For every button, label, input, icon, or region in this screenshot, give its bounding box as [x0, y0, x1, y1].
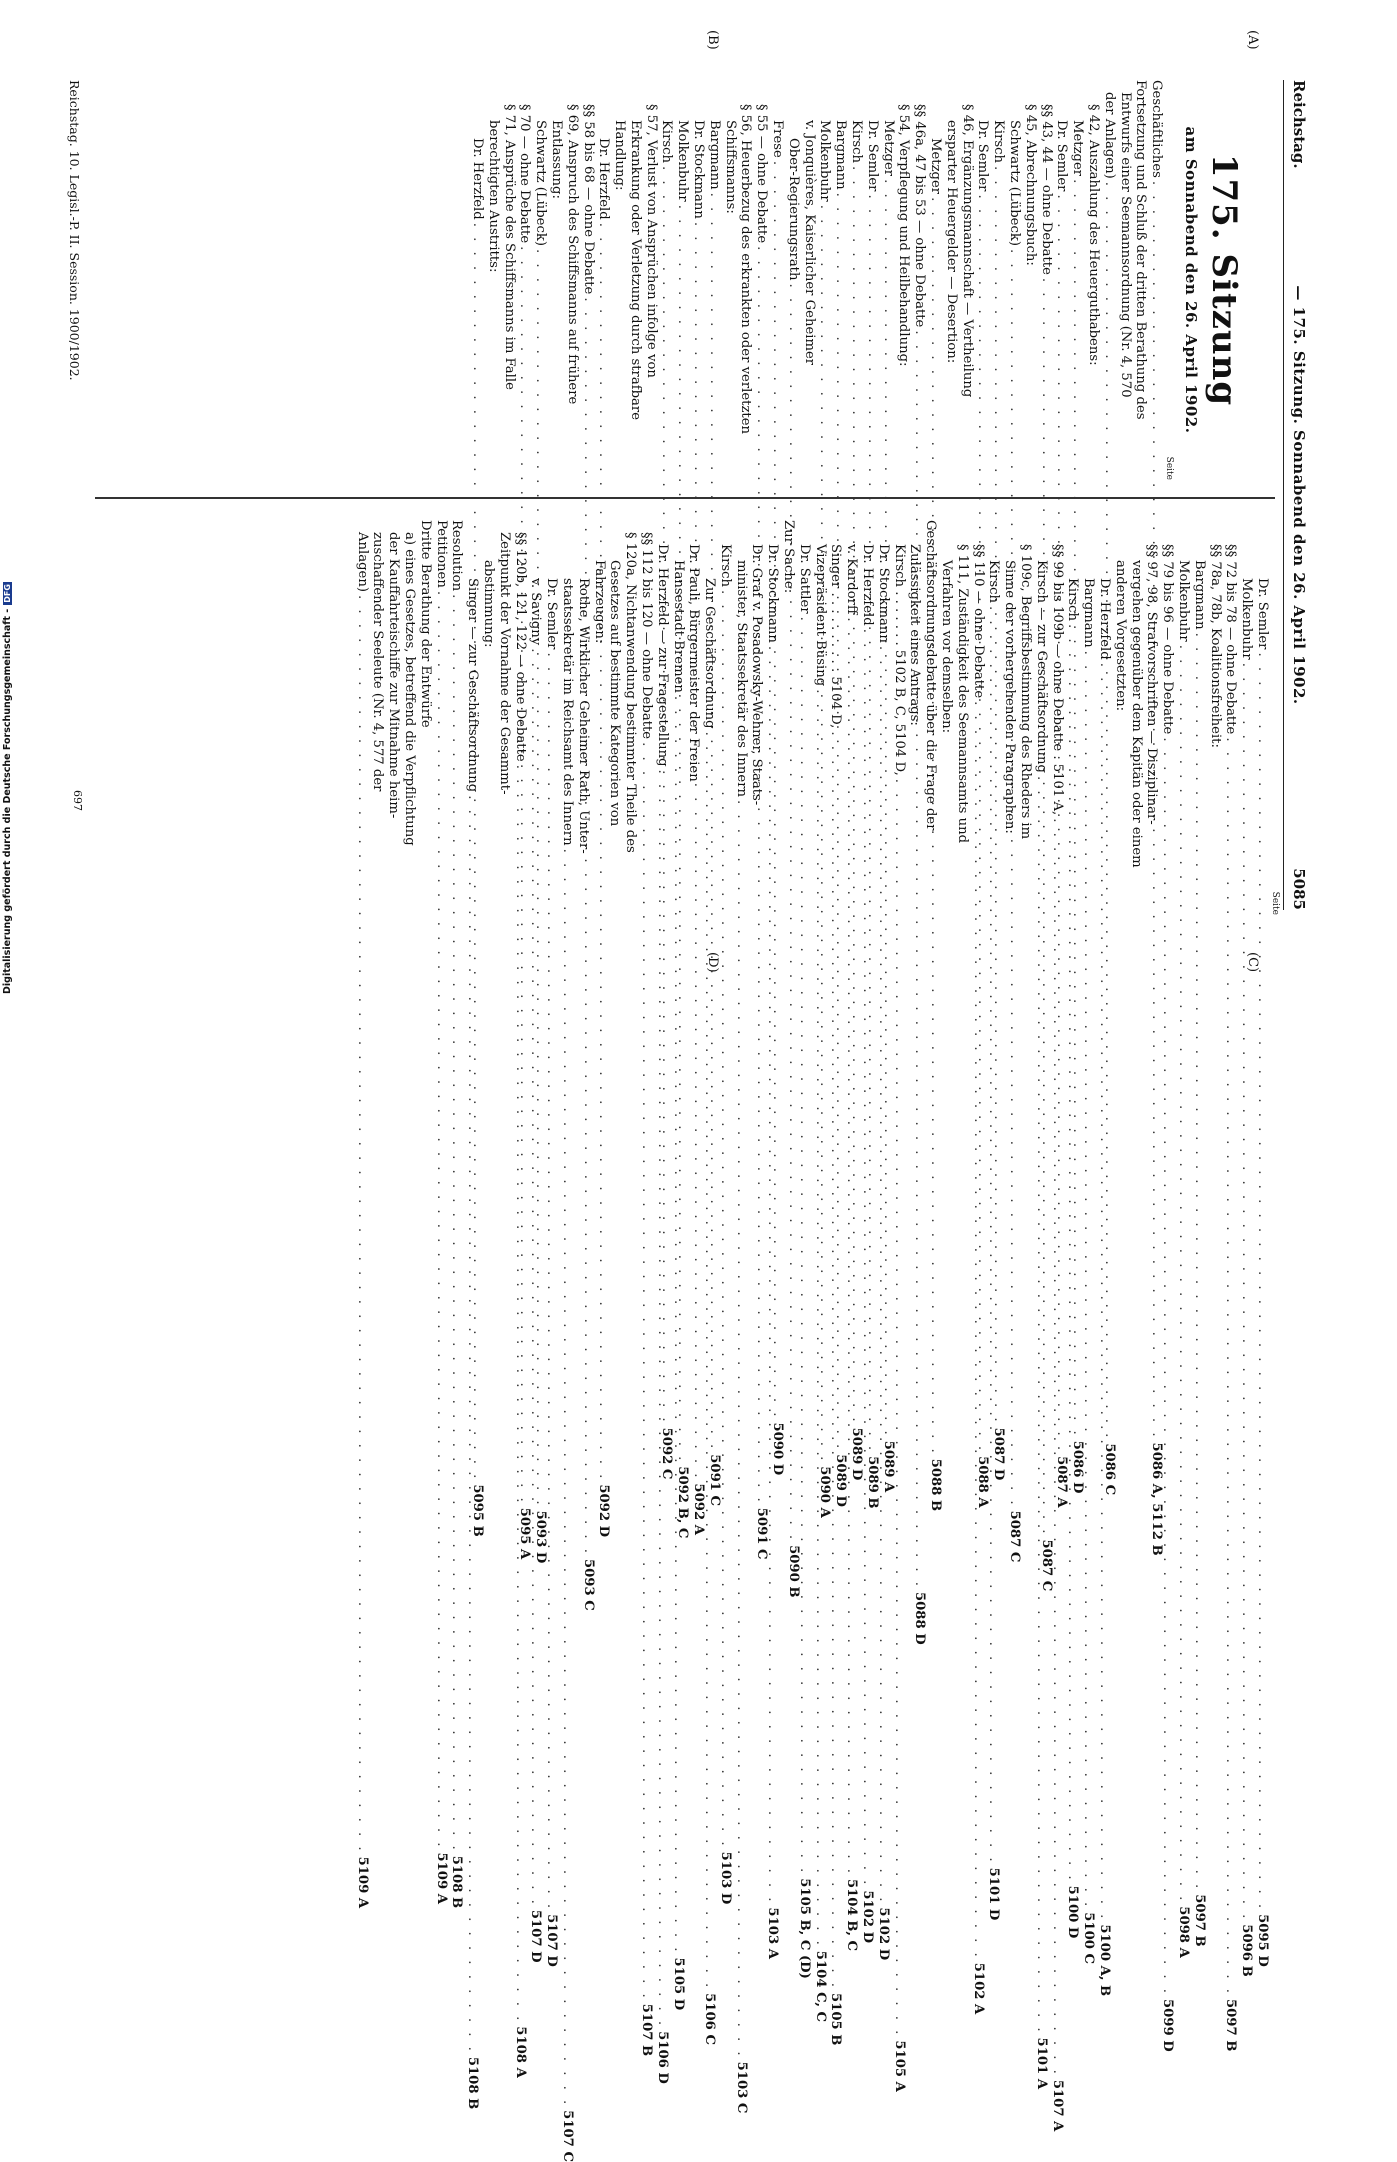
toc-entry	[627, 80, 643, 480]
leader-dots	[580, 297, 596, 1556]
toc-entry	[1144, 520, 1160, 915]
toc-entry-text: Resolution	[449, 520, 465, 592]
toc-entry	[717, 520, 733, 1905]
margin-marker-c: (C)	[1245, 952, 1260, 973]
toc-entry-page: 5096 B	[1239, 1924, 1255, 1977]
toc-entry	[738, 80, 754, 480]
toc-entry	[501, 80, 517, 480]
toc-entry	[1191, 520, 1207, 1947]
toc-entry	[548, 80, 564, 480]
leader-dots	[543, 652, 559, 1911]
toc-entry-page: 5108 B	[449, 1855, 465, 1909]
toc-entry-text: Entwurfs einer Seemannsordnung (Nr. 4, 570	[1117, 92, 1133, 398]
toc-entry	[1133, 80, 1149, 480]
leader-dots	[1033, 776, 1049, 2035]
toc-entry-text: berechtigten Austritts:	[485, 120, 501, 273]
toc-entry-text: §§ 110 — ohne Debatte	[970, 544, 986, 699]
toc-entry-text: Ober-Regierungsrath	[785, 138, 801, 281]
leader-dots	[512, 765, 528, 2024]
toc-entry-page: 5092 B, C	[675, 1466, 691, 1539]
leader-dots	[1096, 663, 1112, 1922]
toc-entry	[1001, 520, 1017, 915]
toc-entry-page: 5089 A	[880, 1440, 896, 1493]
toc-entry-text: Bargmann	[1191, 560, 1207, 630]
toc-entry-text: Dr. Semler	[975, 120, 991, 192]
leader-dots	[765, 646, 781, 1905]
toc-entry-page: 5098 A	[1176, 1906, 1192, 1958]
toc-entry-text: minister, Staatssekretär des Innern	[733, 560, 749, 798]
leader-dots	[1191, 633, 1207, 1892]
toc-entry-text: Dr. Herzfeld — zur Fragestellung	[654, 544, 670, 767]
toc-entry-text: Schiffsmanns:	[722, 120, 738, 214]
toc-entry-text: Sinne der vorhergehenden Paragraphen:	[1002, 560, 1018, 834]
leader-dots	[1159, 737, 1175, 1996]
toc-entry	[575, 520, 591, 915]
toc-entry	[643, 80, 659, 480]
toc-entry-text: Fahrzeugen:	[591, 560, 607, 644]
toc-entry-page: 5105 B	[828, 1992, 844, 2046]
toc-entry-text: § 71, Ansprüche des Schiffsmanns im Falle	[501, 104, 517, 390]
footer-page-number: 697	[71, 790, 84, 811]
toc-entry-text: Kirsch — zur Geschäftsordnung	[1033, 560, 1049, 773]
session-date: am Sonnabend den 26. April 1902.	[1182, 126, 1200, 434]
toc-entry	[496, 520, 512, 915]
margin-marker-b: (B)	[705, 30, 720, 50]
toc-entry-page: 5100 C	[1081, 1912, 1097, 1965]
leader-dots	[1238, 663, 1254, 1922]
toc-entry-text: anderen Vorgesetzten:	[1112, 560, 1128, 712]
toc-entry-page: 5092 C	[659, 1427, 675, 1480]
leader-dots	[528, 648, 544, 1907]
toc-entry	[1223, 520, 1239, 2052]
toc-entry	[896, 80, 912, 480]
toc-entry-text: ersparter Heuergelder — Desertion:	[943, 120, 959, 364]
toc-entry-text: Zur Sache:	[781, 520, 797, 594]
toc-entry-text: §§ 72 bis 78 — ohne Debatte	[1223, 544, 1239, 735]
leader-dots	[843, 617, 859, 1876]
toc-entry-text: Dr. Pauli, Bürgermeister der Freien	[686, 544, 702, 782]
toc-entry-text: Schwartz (Lübeck)	[533, 120, 549, 246]
toc-entry-page: 5089 D	[849, 1427, 865, 1481]
toc-entry-text: Kirsch	[659, 120, 675, 164]
toc-entry-text: §§ 99 bis 109b — ohne Debatte . 5101 A,	[1049, 544, 1065, 816]
toc-entry-text: Molkenbuhr	[817, 120, 833, 202]
toc-entry-page: 5104 C, C	[812, 1950, 828, 2023]
toc-entry-page: 5087 C	[1038, 1539, 1054, 1592]
toc-entry-text: Petitionen	[433, 520, 449, 588]
toc-entry	[1175, 520, 1192, 1958]
credit-text: Digitalisierung gefördert durch die Deutsche Forschungsgemeinschaft -	[2, 608, 13, 994]
toc-entry-text: Kirsch	[986, 560, 1002, 604]
toc-entry	[449, 520, 465, 1909]
toc-entry	[1159, 520, 1176, 2052]
toc-entry-text: Kirsch	[1065, 578, 1081, 622]
toc-entry-text: der Kauffahrteischiffe zur Mitnahme heim-	[386, 532, 402, 819]
toc-entry	[1207, 520, 1223, 915]
toc-entry-text: Singer — zur Geschäftsordnung	[465, 578, 481, 793]
toc-entry	[722, 80, 738, 480]
toc-entry-text: Dr. Semler	[1255, 578, 1270, 650]
toc-entry-page: 5090 B	[785, 1545, 801, 1598]
toc-entry-text: § 55 — ohne Debatte	[754, 104, 770, 244]
toc-entry-page: 5097 B	[1191, 1894, 1207, 1947]
toc-entry-page: 5102 A	[970, 1962, 986, 2015]
dfg-logo: DFG	[3, 584, 12, 603]
toc-entry-text: § 46, Ergänzungsmannschaft — Vertheilung	[959, 104, 975, 398]
leader-dots	[449, 594, 465, 1853]
toc-entry-text: Molkenbuhr	[1176, 560, 1192, 642]
leader-dots	[701, 732, 717, 1991]
toc-entry-text: Metzger	[880, 120, 896, 177]
header-left: Reichstag.	[1290, 80, 1308, 169]
toc-entry	[907, 520, 923, 915]
toc-entry-text: § 54, Verpflegung und Heilbehandlung:	[896, 104, 912, 367]
toc-entry-page: 5097 B	[1223, 1998, 1239, 2052]
toc-entry-text: § 56, Heuerbezug des erkrankten oder verletzten	[738, 104, 754, 435]
toc-entry-text: Metzger	[928, 138, 944, 195]
toc-entry	[1238, 520, 1255, 1977]
leader-dots	[1049, 818, 1065, 2077]
toc-entry	[891, 520, 907, 2092]
toc-entry-text: Kirsch	[717, 544, 733, 588]
toc-entry-page: 5105 B, C (D)	[796, 1878, 812, 1979]
toc-entry	[543, 520, 560, 1967]
leader-dots	[1254, 652, 1270, 1911]
toc-entry-text: §§ 78a, 78b, Koalitionsfreiheit:	[1207, 544, 1223, 748]
header-middle: — 175. Sitzung. Sonnabend den 26. April 1902.	[1290, 285, 1308, 705]
toc-entry-text: §§ 112 bis 120 — ohne Debatte	[638, 532, 654, 740]
toc-entry-text: a) eines Gesetzes, betreffend die Verpflichtung	[401, 532, 417, 846]
toc-entry-text: Vizepräsident Büsing	[812, 544, 828, 687]
toc-entry-page: 5107 D	[528, 1909, 544, 1963]
leader-dots	[464, 795, 480, 2054]
toc-entry	[564, 80, 580, 480]
leader-dots	[1080, 651, 1096, 1910]
toc-entry-page: 5095 D	[1255, 1914, 1270, 1967]
leader-dots	[828, 731, 844, 1990]
toc-entry	[1128, 520, 1144, 915]
toc-entry	[622, 520, 638, 915]
toc-entry-page: 5100 D	[1065, 1885, 1081, 1939]
leader-dots	[638, 742, 654, 2001]
toc-entry-page: 5092 D	[596, 1484, 612, 1538]
toc-entry-text: §§ 120b, 121, 122 — ohne Debatte	[512, 532, 528, 762]
toc-entry-page: 5087 C	[1007, 1510, 1023, 1563]
toc-entry-text: § 45, Abrechnungsbuch:	[1022, 104, 1038, 266]
toc-entry-page: 5101 D	[986, 1867, 1002, 1921]
leader-dots	[1223, 737, 1239, 1996]
toc-entry-page: 5090 A	[817, 1466, 833, 1518]
toc-entry-text: Molkenbuhr	[1239, 578, 1255, 660]
toc-entry-text: Bargmann	[1081, 578, 1097, 648]
toc-entry-text: § 109c, Begriffsbestimmung des Rheders im	[1018, 544, 1034, 840]
toc-entry-text: Bargmann	[833, 120, 849, 190]
toc-entry	[1117, 80, 1133, 480]
toc-entry-page: 5104 B, C	[844, 1878, 860, 1952]
toc-entry	[1112, 520, 1128, 915]
toc-entry-page: 5086 C	[1101, 1443, 1117, 1496]
toc-entry	[638, 520, 654, 2057]
toc-entry-text: Verfahren vor demselben:	[939, 560, 955, 734]
toc-entry-text: § 42, Auszahlung des Heuerguthabens:	[1086, 104, 1102, 366]
toc-entry-page: 5091 C	[754, 1507, 770, 1560]
toc-entry-page: 5087 D	[991, 1427, 1007, 1481]
toc-entry	[749, 520, 765, 915]
toc-entry-text: Entlassung:	[548, 120, 564, 199]
toc-entry	[954, 520, 970, 915]
digitization-credit	[2, 582, 13, 994]
toc-entry-page: 5108 B	[465, 2056, 481, 2110]
toc-entry	[433, 520, 449, 1904]
leader-dots	[670, 696, 686, 1955]
leader-dots	[559, 849, 575, 2108]
toc-entry-text: Geschäftliches	[1149, 80, 1165, 178]
toc-entry-page: 5108 A	[512, 2026, 528, 2078]
toc-entry-page: 5103 D	[717, 1851, 733, 1905]
toc-entry	[607, 520, 623, 915]
toc-entry	[417, 520, 433, 915]
toc-entry	[1085, 80, 1101, 480]
toc-entry-text: Hansestadt Bremen	[670, 560, 686, 693]
leader-dots	[796, 617, 812, 1876]
toc-entry	[480, 520, 496, 915]
toc-entry-page: 5089 D	[833, 1454, 849, 1507]
toc-entry-page: 5102 D	[860, 1890, 876, 1944]
toc-entry-text: Zulässigkeit eines Antrags:	[907, 544, 923, 726]
toc-entry-text: Geschäftsordnungsdebatte über die Frage der	[923, 520, 939, 831]
toc-entry-page: 5107 B	[638, 2003, 654, 2057]
leader-dots	[654, 770, 670, 2029]
toc-entry	[1080, 520, 1097, 1965]
toc-entry-text: v. Jonquières, Kaiserlicher Geheimer	[801, 120, 817, 366]
toc-entry-page: 5102 D	[875, 1907, 891, 1961]
toc-entry	[370, 520, 386, 915]
toc-entry-text: Anlagen)	[354, 532, 370, 592]
toc-entry-text: Dr. Stockmann	[875, 544, 891, 643]
leader-dots	[891, 779, 907, 2038]
toc-entry-page: 5091 C	[706, 1454, 722, 1507]
footer-session-info: Reichstag. 10. Legisl.-P. II. Session. 1900/1902.	[67, 80, 82, 381]
toc-entry-text: Fortsetzung und Schluß der dritten Berathung des	[1133, 80, 1149, 420]
toc-entry-text: Handlung:	[612, 120, 628, 191]
seite-label-right: Seite	[1270, 891, 1280, 915]
leader-dots	[1175, 645, 1191, 1904]
toc-entry-page: 5092 A	[691, 1483, 707, 1535]
toc-entry-text: der Anlagen)	[1101, 92, 1117, 179]
toc-entry-text: Dr. Herzfeld	[860, 544, 876, 626]
toc-entry-page: 5106 C	[702, 1993, 718, 2045]
margin-marker-d: (D)	[705, 952, 720, 973]
toc-entry-text: v. Savigny	[528, 578, 544, 646]
toc-entry-text: § 69, Anspruch des Schiffsmanns auf frühere	[564, 104, 580, 405]
toc-entry-text: Dr. Sattler	[796, 544, 812, 614]
toc-entry	[733, 520, 749, 2114]
toc-entry-text: Kirsch . . . . . . . 5102 B, C, 5104 D,	[891, 544, 907, 776]
toc-entry	[611, 80, 627, 480]
toc-entry-text: Erkrankung oder Verletzung durch strafbare	[627, 120, 643, 421]
toc-entry-text: Dr. Stockmann	[691, 120, 707, 219]
toc-entry-page: 5109 A	[354, 1856, 370, 1909]
leader-dots	[717, 590, 733, 1849]
leader-dots	[859, 629, 875, 1888]
toc-entry-page: 5103 A	[765, 1907, 781, 1959]
toc-entry-text: Schwartz (Lübeck)	[1007, 120, 1023, 246]
toc-entry	[801, 80, 817, 480]
toc-entry-page: 5107 C	[559, 2110, 575, 2162]
toc-entry-text: § 111, Zuständigkeit des Seemannsamts und	[954, 544, 970, 844]
toc-entry-page: 5088 B	[928, 1458, 944, 1512]
toc-entry-text: Dritte Berathung der Entwürfe	[417, 520, 433, 728]
toc-entry-page: 5095 B	[469, 1484, 485, 1537]
toc-entry-page: 5089 B	[864, 1456, 880, 1509]
toc-entry-text: Dr. Stockmann	[765, 544, 781, 643]
toc-entry	[938, 520, 954, 915]
margin-marker-a: (A)	[1245, 30, 1260, 50]
toc-entry-page: 5088 D	[912, 1591, 928, 1645]
toc-entry-text: zuschaffender Seeleute (Nr. 4, 577 der	[370, 532, 386, 792]
toc-entry-text: § 57, Verlust von Ansprüchen infolge von	[643, 104, 659, 378]
toc-entry-page: 5105 D	[670, 1957, 686, 2011]
toc-entry	[780, 520, 796, 915]
toc-entry-page: 5101 A	[1033, 2037, 1049, 2090]
leader-dots	[1065, 624, 1081, 1883]
toc-entry-page: 5090 D	[770, 1422, 786, 1476]
toc-entry	[591, 520, 607, 915]
toc-entry	[990, 80, 1007, 1481]
toc-entry-text: §§ 58 bis 68 — ohne Debatte	[580, 104, 596, 295]
toc-entry-page: 5106 D	[654, 2031, 670, 2084]
toc-entry-text: § 70 — ohne Debatte	[517, 104, 533, 244]
leader-dots	[812, 689, 828, 1948]
header-page-number: 5085	[1290, 868, 1308, 910]
toc-entry	[1017, 520, 1033, 915]
toc-entry-text: §§ 43, 44 — ohne Debatte	[1038, 104, 1054, 275]
toc-entry	[401, 520, 417, 915]
toc-entry-text: Dr. Graf v. Posadowsky-Wehner, Staats-	[749, 544, 765, 806]
toc-entry-text: staatssekretär im Reichsamt des Innern	[559, 578, 575, 846]
toc-entry-text: Rothe, Wirklicher Geheimer Rath, Unter-	[575, 578, 591, 854]
leader-dots	[970, 701, 986, 1960]
toc-entry-page: 5100 A, B	[1097, 1924, 1113, 1997]
toc-entry-text: Dr. Semler	[1054, 120, 1070, 192]
toc-entry-page: 5109 A	[433, 1852, 449, 1904]
leader-dots	[354, 595, 370, 1854]
toc-entry-page: 5107 D	[544, 1914, 560, 1967]
toc-entry	[1022, 80, 1038, 480]
toc-entry-text: Dr. Herzfeld	[469, 138, 485, 220]
toc-entry-page: 5105 A	[891, 2040, 907, 2092]
toc-entry-text: Kirsch	[991, 120, 1007, 164]
toc-entry	[559, 520, 575, 2162]
toc-entry	[354, 520, 370, 1909]
running-header	[1283, 80, 1306, 910]
toc-entry-page: 5086 D	[1070, 1440, 1086, 1494]
toc-entry-text: Frese	[770, 120, 786, 158]
toc-entry-text: §§ 79 bis 96 — ohne Debatte	[1160, 544, 1176, 735]
toc-entry	[385, 520, 401, 915]
toc-entry-page: 5107 A	[1049, 2079, 1065, 2132]
toc-entry	[943, 80, 959, 480]
toc-entry-text: § 120a, Nichtanwendung bestimmter Theile des	[623, 532, 639, 853]
toc-entry-page: 5087 A	[1054, 1456, 1070, 1508]
toc-entry-text: Singer . . . . . . . . . . 5104 D,	[828, 544, 844, 729]
toc-entry-page: 5088 A	[975, 1456, 991, 1508]
toc-entry	[796, 520, 812, 1979]
leader-dots	[875, 646, 891, 1905]
toc-entry-text: Dr. Semler	[864, 120, 880, 192]
toc-entry-text: Metzger	[1070, 120, 1086, 177]
leader-dots	[433, 591, 449, 1850]
toc-entry-text: Zeitpunkt der Vornahme der Gesammt-	[496, 532, 512, 795]
toc-entry-text: vergehen gegenüber dem Kapitän oder einem	[1128, 560, 1144, 868]
toc-entry	[485, 80, 501, 480]
toc-entry-text: abstimmung:	[480, 560, 496, 648]
toc-entry	[686, 520, 702, 915]
toc-entry-text: Dr. Herzfeld	[596, 138, 612, 220]
toc-entry-text: Kirsch	[849, 120, 865, 164]
toc-entry-page: 5093 D	[533, 1510, 549, 1564]
session-title: 175. Sitzung	[1204, 153, 1244, 407]
leader-dots	[986, 606, 1002, 1865]
seite-label: Seite	[1164, 456, 1175, 480]
toc-entry-text: Bargmann	[706, 120, 722, 190]
toc-entry-text: Dr. Semler	[544, 578, 560, 650]
toc-entry-text: Molkenbuhr	[675, 120, 691, 202]
toc-entry-text: Zur Geschäftsordnung	[702, 578, 718, 729]
leader-dots	[733, 800, 749, 2059]
toc-entry-page: 5093 C	[580, 1558, 596, 1611]
toc-entry-text: v. Kardorff	[844, 544, 860, 615]
toc-entry-page: 5099 D	[1160, 1998, 1176, 2052]
toc-entry-text: Gesetzes auf bestimmte Kategorien von	[607, 560, 623, 827]
toc-entry-text: §§ 46a, 47 bis 53 — ohne Debatte	[912, 104, 928, 328]
toc-entry-page: 5103 C	[733, 2061, 749, 2114]
toc-entry-page: 5095 A	[517, 1507, 533, 1560]
toc-entry	[1254, 520, 1270, 1967]
toc-entry-text: §§ 97, 98, Strafvorschriften — Disziplinar-	[1144, 544, 1160, 825]
toc-entry-text: Dr. Herzfeld	[1097, 578, 1113, 660]
toc-entry	[959, 80, 975, 480]
toc-entry	[922, 520, 938, 915]
toc-entry-page: 5086 A, 5112 B	[1149, 1442, 1165, 1556]
